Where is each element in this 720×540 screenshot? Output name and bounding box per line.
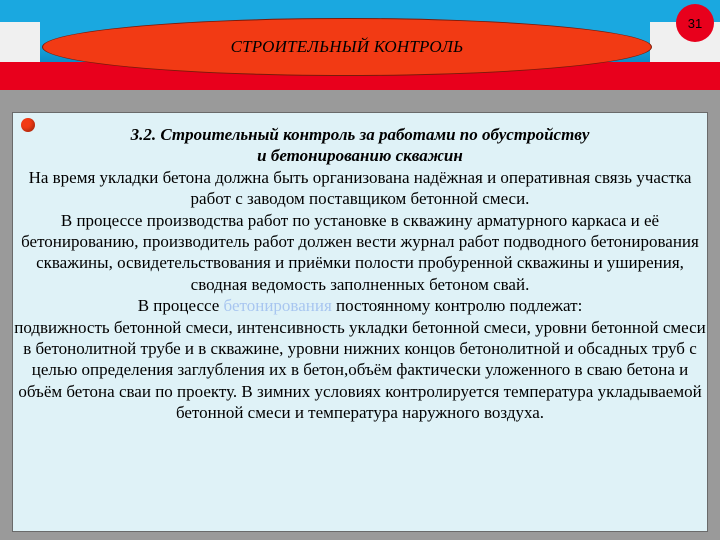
paragraph-control-items: подвижность бетонной смеси, интенсивность укладки бетонной смеси, уровни бетонной смеси в бетонолитной трубе и в скважине, уровни нижних концов бетонолитной и обсадных труб с целью определения заглубления их в бетон,объём фактически уложенного в сваю бетона и объём бетона сваи по проекту. В зимних условиях контролируется температура укладываемой бетонной смеси и температура наружного воздуха.: [14, 317, 706, 423]
section-heading-line1: 3.2. Строительный контроль за работами по обустройству: [130, 125, 590, 144]
title-oval: [42, 18, 652, 76]
concreting-link[interactable]: бетонирования: [223, 296, 332, 316]
page-number: 31: [687, 15, 703, 31]
page-title: СТРОИТЕЛЬНЫЙ КОНТРОЛЬ: [230, 37, 464, 56]
paragraph-journal: В процессе производства работ по установке в скважину арматурного каркаса и её бетонированию, производитель работ должен вести журнал работ подводного бетонирования скважины, освидетельствования и приёмки полости пробуренной скважины и уширения, сводная ведомость заполненных бетоном свай.: [21, 210, 699, 294]
paragraph-communication: На время укладки бетона должна быть организована надёжная и оперативная связь участка работ с заводом поставщиком бетонной смеси.: [28, 167, 692, 209]
page-number-badge: [676, 4, 714, 42]
section-heading-line2: и бетонированию скважин: [257, 146, 463, 166]
paragraph-control-intro: [14, 295, 706, 316]
control-intro-suffix: постоянному контролю подлежат:: [331, 296, 583, 316]
body-text: [14, 124, 706, 424]
section-heading: [14, 124, 706, 167]
control-intro-prefix: В процессе: [137, 296, 224, 316]
header-left-block: [0, 22, 40, 62]
